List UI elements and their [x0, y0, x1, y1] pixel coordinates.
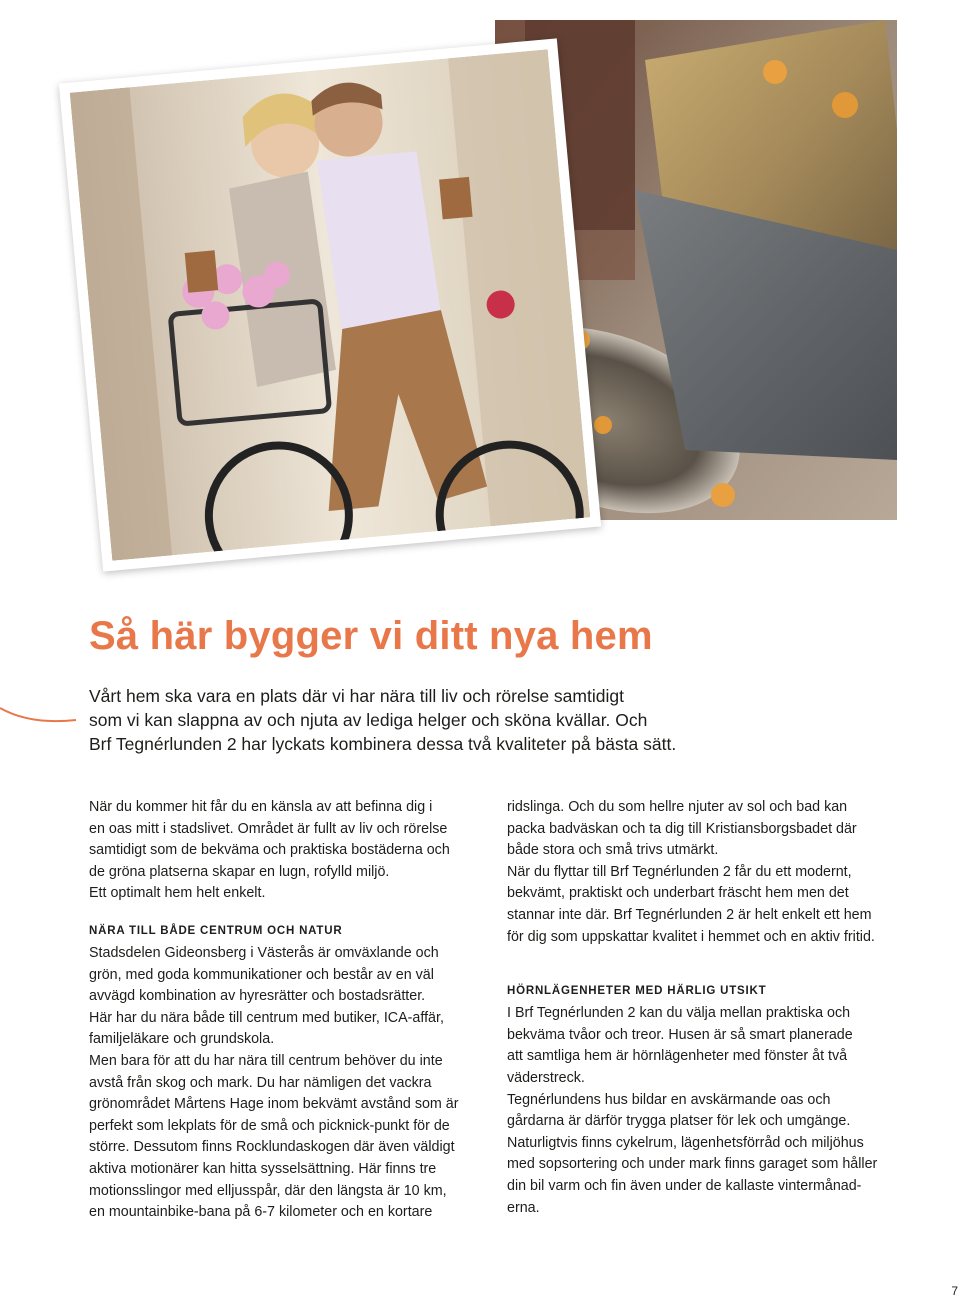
couple-photo — [70, 49, 591, 561]
text-line: packa badväskan och ta dig till Kristiansborgsbadet där — [507, 820, 857, 837]
text-line: erna. — [507, 1199, 540, 1216]
text-line: för dig som uppskattar kvalitet i hemmet och en aktiv fritid. — [507, 928, 875, 945]
right-paragraph-2 — [507, 1003, 907, 1219]
text-line: en oas mitt i stadslivet. Området är fullt av liv och rörelse — [89, 820, 448, 837]
text-line: motionsslingor med elljusspår, där den längsta är 10 km, — [89, 1182, 447, 1199]
left-column — [89, 797, 489, 1224]
text-line: bekvämt, praktiskt och underbart fräscht hem men det — [507, 885, 849, 902]
text-line: Stadsdelen Gideonsberg i Västerås är omväxlande och — [89, 944, 439, 961]
text-line: gårdarna är därför trygga platser för lek och umgänge. — [507, 1113, 851, 1130]
text-line: I Brf Tegnérlunden 2 kan du välja mellan praktiska och — [507, 1005, 851, 1022]
text-line: avstå från skog och mark. Du har nämligen det vackra — [89, 1074, 432, 1091]
text-line: aktiva motionärer kan hitta sysselsättning. Här finns tre — [89, 1160, 437, 1177]
left-paragraph-2 — [89, 943, 489, 1224]
text-line: Ett optimalt hem helt enkelt. — [89, 885, 266, 902]
text-line: både stora och små trivs utmärkt. — [507, 842, 719, 859]
text-line: grön, med goda kommunikationer och består av en väl — [89, 966, 434, 983]
text-line: med sopsortering och under mark finns garaget som håller — [507, 1156, 878, 1173]
couple-photo-frame — [59, 38, 601, 571]
text-line: avvägd kombination av hyresrätter och bostadsrätter. — [89, 988, 426, 1005]
text-line: ridslinga. Och du som hellre njuter av sol och bad kan — [507, 799, 848, 815]
text-line: en mountainbike-bana på 6-7 kilometer och en kortare — [89, 1204, 433, 1221]
text-line: När du kommer hit får du en känsla av att befinna dig i — [89, 799, 433, 815]
text-line: Här har du nära både till centrum med butiker, ICA-affär, — [89, 1009, 444, 1026]
right-paragraph-1 — [507, 797, 907, 948]
text-line: perfekt som lekplats för de små och picknick-punkt för de — [89, 1117, 450, 1134]
text-line: de gröna platserna skapar en lugn, rofylld miljö. — [89, 863, 390, 880]
page-title: Så här bygger vi ditt nya hem — [89, 614, 653, 658]
text-line: grönområdet Mårtens Hage inom bekvämt avstånd som är — [89, 1096, 459, 1113]
text-line: väderstreck. — [507, 1069, 585, 1086]
left-paragraph-1 — [89, 797, 489, 905]
intro-line: Brf Tegnérlunden 2 har lyckats kombinera dessa två kvaliteter på bästa sätt. — [89, 734, 677, 754]
right-column — [507, 797, 907, 1219]
intro-line: Vårt hem ska vara en plats där vi har nära till liv och rörelse samtidigt — [89, 686, 624, 706]
text-line: När du flyttar till Brf Tegnérlunden 2 får du ett modernt, — [507, 863, 852, 880]
text-line: stannar inte där. Brf Tegnérlunden 2 är helt enkelt ett hem — [507, 906, 872, 923]
text-line: din bil varm och fin även under de kallaste vintermånad- — [507, 1177, 862, 1194]
decorative-curve — [0, 700, 80, 740]
intro-line: som vi kan slappna av och njuta av lediga helger och sköna kvällar. Och — [89, 710, 648, 730]
text-line: bekväma tvåor och treor. Husen är så smart planerade — [507, 1026, 853, 1043]
text-line: Tegnérlundens hus bildar en avskärmande oas och — [507, 1091, 831, 1108]
text-line: samtidigt som de bekväma och praktiska bostäderna och — [89, 842, 450, 859]
page-number: 7 — [951, 1284, 958, 1298]
section-heading-hornlagenheter: HÖRNLÄGENHETER MED HÄRLIG UTSIKT — [507, 985, 767, 998]
text-line: större. Dessutom finns Rocklundaskogen där även väldigt — [89, 1139, 455, 1156]
text-line: Naturligtvis finns cykelrum, lägenhetsförråd och miljöhus — [507, 1134, 864, 1151]
text-line: familjeläkare och grundskola. — [89, 1031, 275, 1048]
text-line: Men bara för att du har nära till centrum behöver du inte — [89, 1052, 443, 1069]
text-line: att samtliga hem är hörnlägenheter med fönster åt två — [507, 1048, 848, 1065]
intro-paragraph — [89, 684, 729, 756]
section-heading-centrum-natur: NÄRA TILL BÅDE CENTRUM OCH NATUR — [89, 924, 343, 937]
